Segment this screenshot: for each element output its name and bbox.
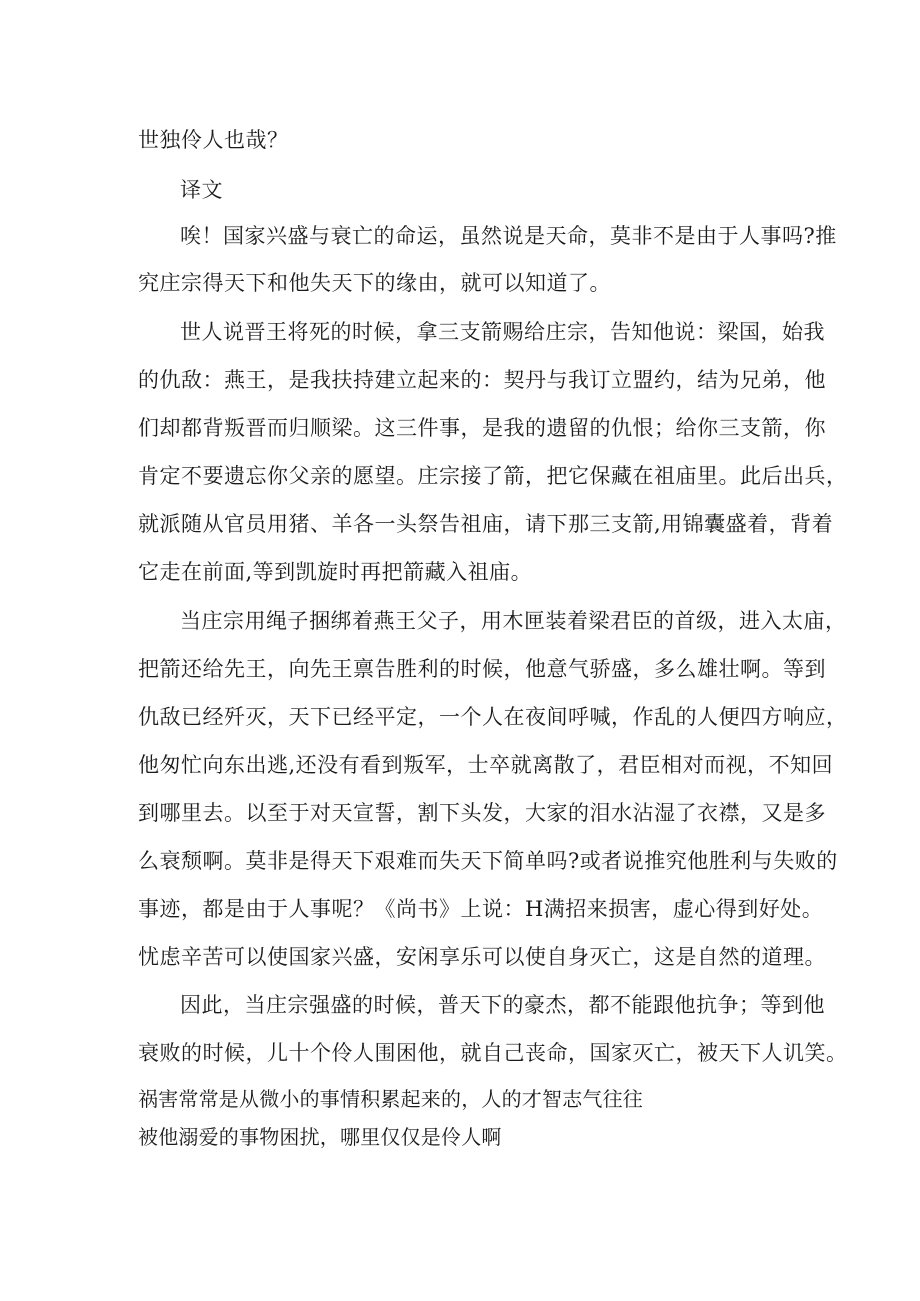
text-line: 被他溺爱的事物困扰，哪里仅仅是伶人啊 xyxy=(138,1125,502,1149)
text-line: 们却都背叛晋而归顺梁。这三件事，是我的遗留的仇恨；给你三支箭，你 xyxy=(138,416,826,440)
text-line: 他匆忙向东出逃,还没有看到叛军，士卒就离散了，君臣相对而视，不知回 xyxy=(138,753,834,777)
text-line: 就派随从官员用猪、羊各一头祭告祖庙，请下那三支箭,用锦囊盛着，背着 xyxy=(138,512,834,536)
text-line: 仇敌已经歼灭，天下已经平定，一个人在夜间呼喊，作乱的人便四方响应， xyxy=(138,705,848,729)
text-line: 衰败的时候，儿十个伶人围困他，就自己丧命，国家灭亡，被天下人讥笑。 xyxy=(138,1041,848,1065)
text-line: 么衰颓啊。莫非是得天下艰难而失天下简单吗?或者说推究他胜利与失败的 xyxy=(138,849,838,873)
text-line: 把箭还给先王，向先王禀告胜利的时候，他意气骄盛，多么雄壮啊。等到 xyxy=(138,657,826,681)
text-line: 因此，当庄宗强盛的时候，普天下的豪杰，都不能跟他抗争；等到他 xyxy=(180,993,825,1017)
text-line: 祸害常常是从微小的事情积累起来的，人的才智志气往往 xyxy=(138,1087,643,1111)
text-line: 肯定不要遗忘你父亲的愿望。庄宗接了箭，把它保藏在祖庙里。此后出兵， xyxy=(138,464,848,488)
text-line: 事迹，都是由于人事呢？《尚书》上说：H满招来损害，虚心得到好处。 xyxy=(138,897,824,921)
text-line: 的仇敌：燕王，是我扶持建立起来的：契丹与我订立盟约，结为兄弟，他 xyxy=(138,368,826,392)
text-line: 忧虑辛苦可以使国家兴盛，安闲享乐可以使自身灭亡，这是自然的道理。 xyxy=(138,945,826,969)
text-line: 唉！国家兴盛与衰亡的命运，虽然说是天命，莫非不是由于人事吗?推 xyxy=(180,224,837,248)
text-line: 究庄宗得天下和他失天下的缘由，就可以知道了。 xyxy=(138,271,611,295)
text-line: 世人说晋王将死的时候，拿三支箭赐给庄宗，告知他说：梁国，始我 xyxy=(180,320,825,344)
text-line: 它走在前面,等到凯旋时再把箭藏入祖庙。 xyxy=(138,560,533,584)
text-line: 到哪里去。以至于对天宣誓，割下头发，大家的泪水沾湿了衣襟，又是多 xyxy=(138,801,826,825)
text-line: 当庄宗用绳子捆绑着燕王父子，用木匣装着梁君臣的首级，进入太庙， xyxy=(180,609,847,633)
text-line: 世独伶人也哉？ xyxy=(138,128,289,152)
section-heading: 译文 xyxy=(180,178,223,202)
